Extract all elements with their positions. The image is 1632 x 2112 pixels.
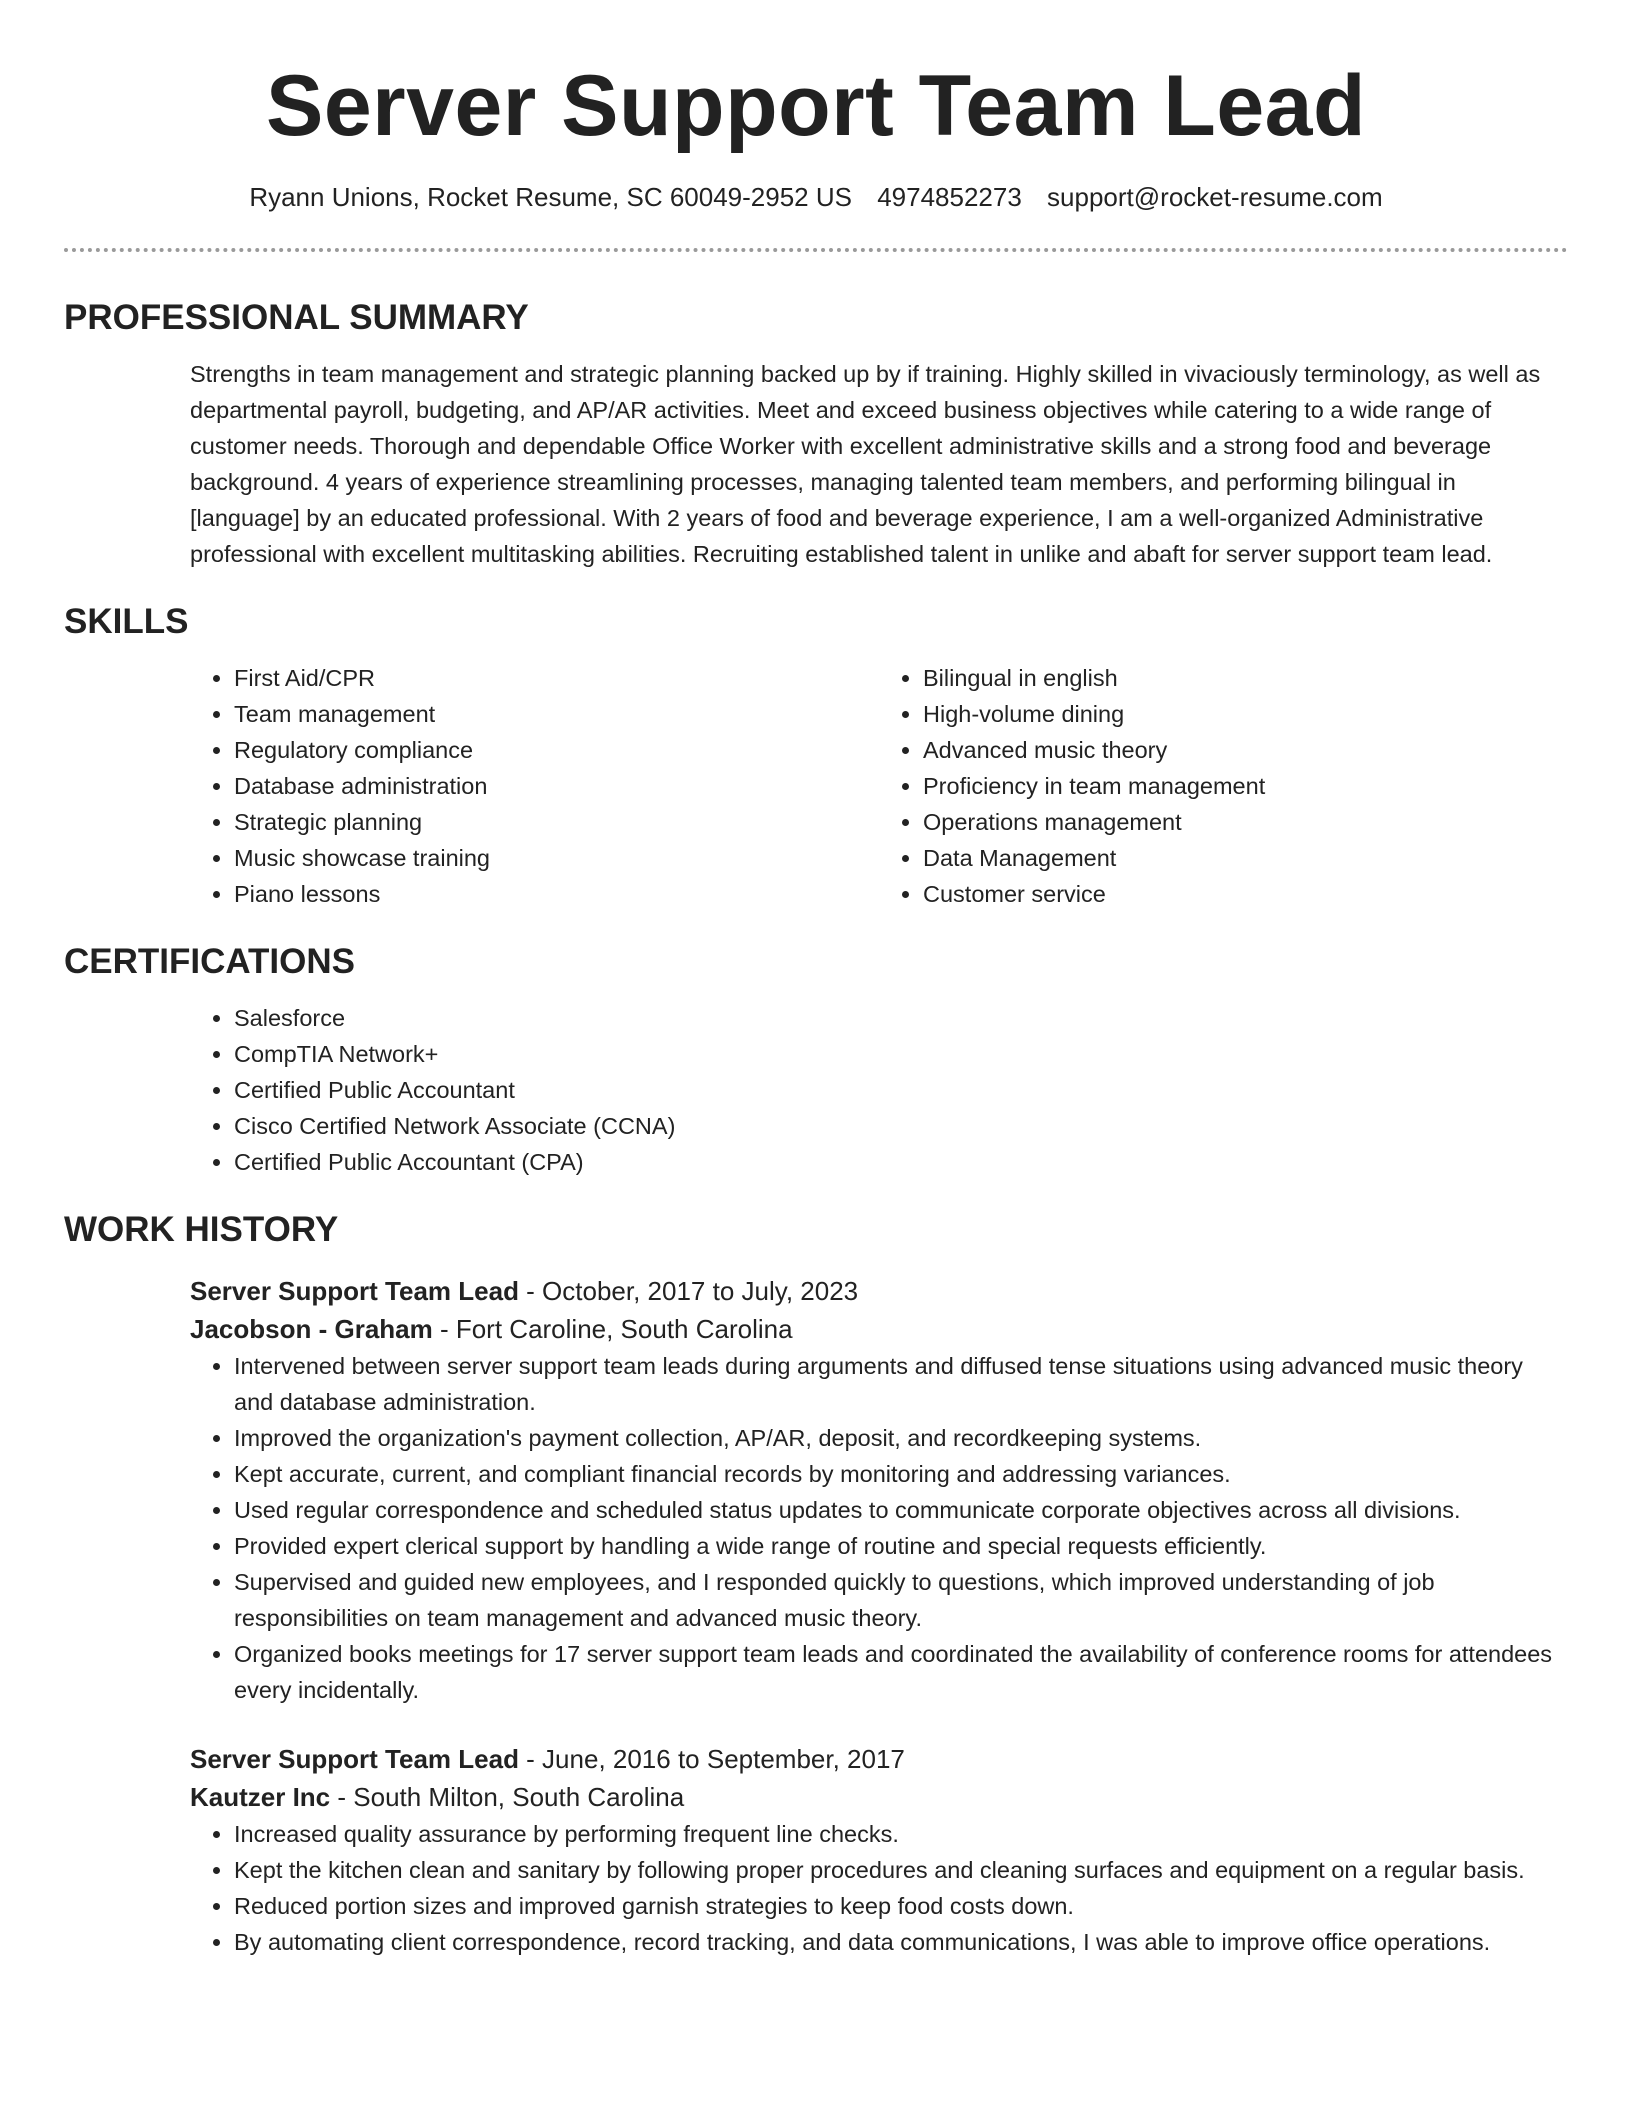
skill-item: • First Aid/CPR	[234, 660, 879, 696]
responsibility-item: • Increased quality assurance by performing frequent line checks.	[234, 1816, 1568, 1852]
certification-item: • Certified Public Accountant	[234, 1072, 1568, 1108]
responsibility-item: • Intervened between server support team leads during arguments and diffused tense situations using advanced music theory and database administration.	[234, 1348, 1568, 1420]
skill-item: • Operations management	[923, 804, 1568, 840]
certification-item: • Salesforce	[234, 1000, 1568, 1036]
job-responsibilities	[190, 1816, 1568, 1960]
certification-item: • CompTIA Network+	[234, 1036, 1568, 1072]
job-entry	[190, 1740, 1568, 1960]
skill-item: • Regulatory compliance	[234, 732, 879, 768]
responsibility-item: • Provided expert clerical support by handling a wide range of routine and special requests efficiently.	[234, 1528, 1568, 1564]
skill-item: • Advanced music theory	[923, 732, 1568, 768]
job-company-line	[190, 1778, 1568, 1816]
skill-item: • Music showcase training	[234, 840, 879, 876]
responsibility-item: • Kept the kitchen clean and sanitary by following proper procedures and cleaning surfaces and equipment on a regular basis.	[234, 1852, 1568, 1888]
skill-item: • Piano lessons	[234, 876, 879, 912]
skills-column-right	[879, 660, 1568, 912]
certifications-heading: CERTIFICATIONS	[64, 942, 356, 981]
resume-title: Server Support Team Lead	[265, 58, 1367, 154]
responsibility-item: • Kept accurate, current, and compliant financial records by monitoring and addressing variances.	[234, 1456, 1568, 1492]
job-dates: - October, 2017 to July, 2023	[518, 1276, 859, 1306]
skills-list	[190, 660, 1568, 912]
job-dates: - June, 2016 to September, 2017	[518, 1744, 905, 1774]
header-divider	[64, 248, 1568, 252]
certifications-list	[190, 1000, 1568, 1180]
certification-item: • Cisco Certified Network Associate (CCNA)	[234, 1108, 1568, 1144]
job-entry	[190, 1272, 1568, 1708]
responsibility-item: • Supervised and guided new employees, and I responded quickly to questions, which improved understanding of job responsibilities on team management and advanced music theory.	[234, 1564, 1568, 1636]
job-company-line	[190, 1310, 1568, 1348]
job-responsibilities	[190, 1348, 1568, 1708]
responsibility-item: • Organized books meetings for 17 server support team leads and coordinated the availability of conference rooms for attendees every incidentally.	[234, 1636, 1568, 1708]
responsibility-item: • Improved the organization's payment collection, AP/AR, deposit, and recordkeeping systems.	[234, 1420, 1568, 1456]
skill-item: • Database administration	[234, 768, 879, 804]
skill-item: • Team management	[234, 696, 879, 732]
skill-item: • Data Management	[923, 840, 1568, 876]
certifications-bullets	[190, 1000, 1568, 1180]
contact-address: Ryann Unions, Rocket Resume, SC 60049-2952 US	[249, 182, 852, 212]
skills-heading: SKILLS	[64, 602, 189, 641]
skill-item: • Proficiency in team management	[923, 768, 1568, 804]
skill-item: • Customer service	[923, 876, 1568, 912]
job-location: - Fort Caroline, South Carolina	[432, 1314, 793, 1344]
job-company: Kautzer Inc	[190, 1782, 331, 1812]
contact-line	[64, 180, 1568, 214]
skills-column-left	[190, 660, 879, 912]
skill-item: • High-volume dining	[923, 696, 1568, 732]
job-location: - South Milton, South Carolina	[330, 1782, 685, 1812]
responsibility-item: • By automating client correspondence, record tracking, and data communications, I was able to improve office operations.	[234, 1924, 1568, 1960]
job-title: Server Support Team Lead	[190, 1276, 519, 1306]
skill-item: • Bilingual in english	[923, 660, 1568, 696]
work-history-heading: WORK HISTORY	[64, 1210, 339, 1249]
contact-email: support@rocket-resume.com	[1047, 182, 1383, 212]
job-company: Jacobson - Graham	[190, 1314, 433, 1344]
certification-item: • Certified Public Accountant (CPA)	[234, 1144, 1568, 1180]
job-title-line	[190, 1272, 1568, 1310]
summary-heading: PROFESSIONAL SUMMARY	[64, 298, 529, 337]
summary-text: Strengths in team management and strategic planning backed up by if training. Highly skilled in vivaciously terminology, as well as departmental payroll, budgeting, and AP/AR activities. Meet and exceed business objectives while catering to a wide range of customer needs. Thorough and dependable Office Worker with excellent administrative skills and a strong food and beverage background. 4 years of experience streamlining processes, managing talented team members, and performing bilingual in [language] by an educated professional. With 2 years of food and beverage experience, I am a well-organized Administrative professional with excellent multitasking abilities. Recruiting established talent in unlike and abaft for server support team lead.	[190, 361, 1541, 567]
job-title: Server Support Team Lead	[190, 1744, 519, 1774]
job-title-line	[190, 1740, 1568, 1778]
skill-item: • Strategic planning	[234, 804, 879, 840]
responsibility-item: • Reduced portion sizes and improved garnish strategies to keep food costs down.	[234, 1888, 1568, 1924]
contact-phone: 4974852273	[877, 182, 1022, 212]
responsibility-item: • Used regular correspondence and scheduled status updates to communicate corporate objectives across all divisions.	[234, 1492, 1568, 1528]
